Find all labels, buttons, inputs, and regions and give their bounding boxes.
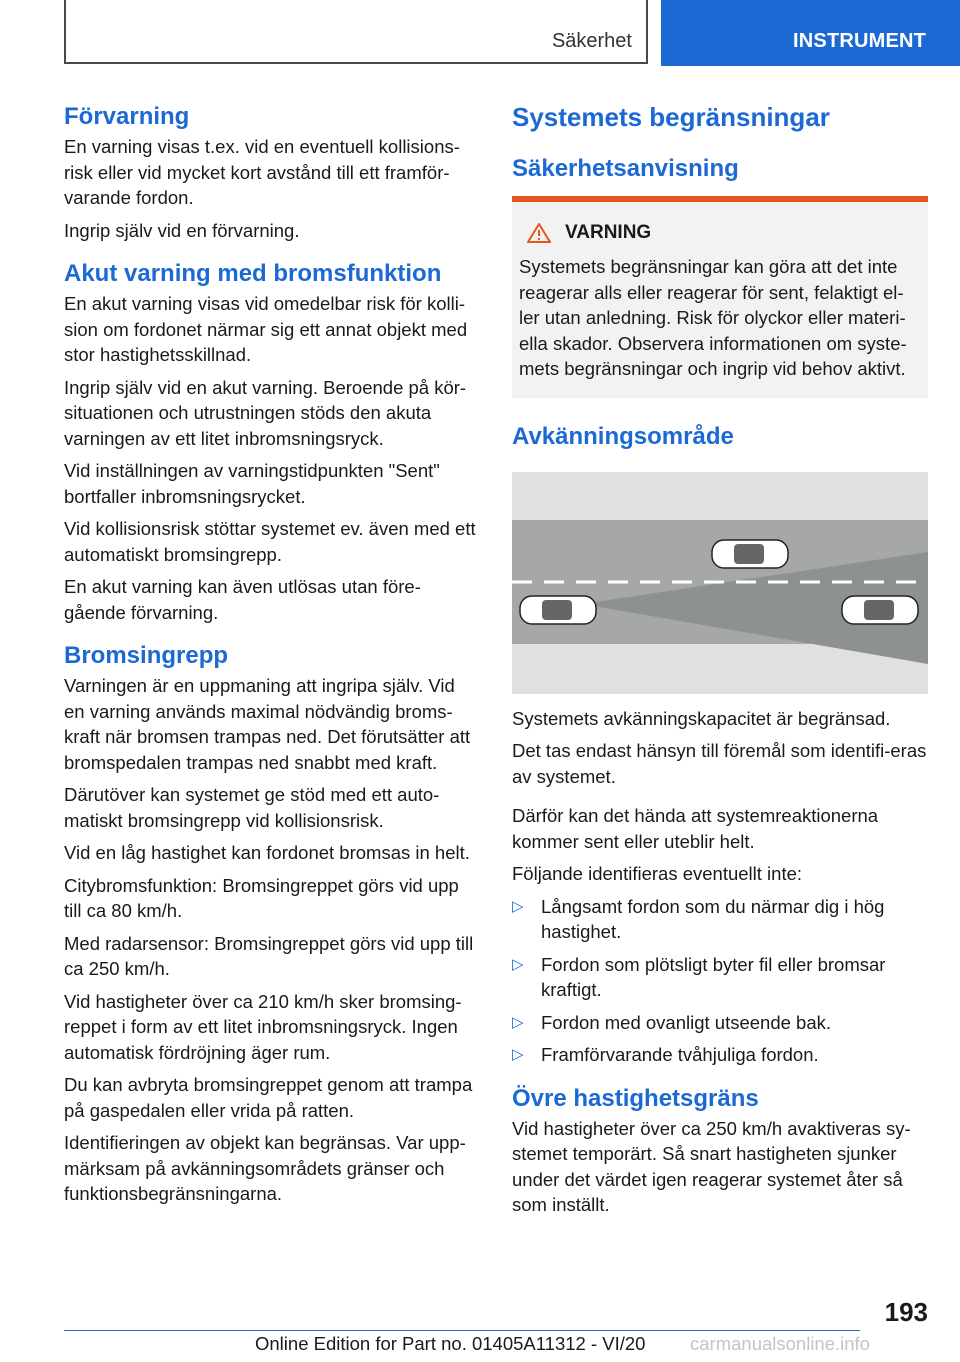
paragraph: Vid hastigheter över ca 210 km/h sker bromsing-reppet i form av ett litet inbromsningsryck. Ingen automatisk fördröjning äger rum. — [64, 990, 462, 1063]
triangle-bullet-icon: ▷ — [512, 1046, 524, 1063]
warning-header — [527, 222, 920, 244]
chapter-tab[interactable]: INSTRUMENT — [661, 0, 960, 66]
car-icon — [520, 596, 596, 624]
left-column — [64, 100, 476, 1214]
paragraph: Vid inställningen av varningstidpunkten "Sent" bortfaller inbromsningsrycket. — [64, 460, 440, 507]
section-title: Säkerhet — [551, 30, 632, 52]
paragraph: Identifieringen av objekt kan begränsas. Var upp-märksam på avkänningsområdets gränser och funktionsbegränsningarna. — [64, 1132, 466, 1204]
car-icon — [712, 540, 788, 568]
heading-systemets-begransningar: Systemets begränsningar — [512, 102, 830, 132]
paragraph: Vid kollisionsrisk stöttar systemet ev. även med ett automatiskt bromsingrepp. — [64, 518, 476, 565]
page-number: 193 — [884, 1297, 928, 1327]
warning-triangle-icon — [527, 223, 551, 243]
warning-title: VARNING — [565, 222, 652, 243]
header-frame — [64, 0, 648, 64]
detection-area-illustration — [512, 472, 928, 694]
paragraph: En akut varning visas vid omedelbar risk för kolli-sion om fordonet närmar sig ett annat objekt med stor hastighetsskillnad. — [64, 293, 468, 365]
list-item: ▷ Fordon som plötsligt byter fil eller bromsar kraftigt. — [512, 953, 886, 1000]
list-item: ▷ Fordon med ovanligt utseende bak. — [512, 1010, 928, 1036]
warning-text: Systemets begränsningar kan göra att det inte reagerar alls eller reagerar för sent, felaktigt el-ler utan anledning. Risk för olyckor eller materi-ella skador. Observera informationen om syste-mets begränsningar och ingrip vid behov aktivt. — [519, 256, 907, 379]
heading-ovre-hastighetsgrans: Övre hastighetsgräns — [512, 1084, 759, 1112]
paragraph: Du kan avbryta bromsingreppet genom att trampa på gaspedalen eller vrida på ratten. — [64, 1074, 473, 1121]
paragraph: Följande identifieras eventuellt inte: — [512, 863, 803, 884]
right-column — [512, 100, 928, 1225]
paragraph: Vid hastigheter över ca 250 km/h avaktiveras sy-stemet temporärt. Så snart hastigheten sjunker under det värdet igen reagerar systemet åter så som inställt. — [512, 1117, 911, 1215]
list-item: ▷ Framförvarande tvåhjuliga fordon. — [512, 1042, 928, 1068]
footer-divider — [64, 1330, 860, 1331]
paragraph: Citybromsfunktion: Bromsingreppet görs vid upp till ca 80 km/h. — [64, 874, 459, 921]
list-item: ▷ Långsamt fordon som du närmar dig i hög hastighet. — [512, 895, 885, 942]
watermark: carmanualsonline.info — [690, 1333, 870, 1354]
paragraph: Därutöver kan systemet ge stöd med ett auto-matiskt bromsingrepp vid kollisionsrisk. — [64, 784, 440, 831]
paragraph: En varning visas t.ex. vid en eventuell kollisions-risk eller vid mycket kort avstånd till ett framför-varande fordon. — [64, 136, 460, 208]
paragraph: Ingrip själv vid en akut varning. Beroende på kör-situationen och utrustningen stöds den akuta varningen av ett litet inbromsningsryck. — [64, 376, 467, 449]
paragraph: Vid en låg hastighet kan fordonet bromsas in helt. — [64, 842, 470, 863]
paragraph: En akut varning kan även utlösas utan före-gående förvarning. — [64, 576, 421, 623]
triangle-bullet-icon: ▷ — [512, 897, 524, 915]
edition-text: Online Edition for Part no. 01405A11312 - VI/20 — [255, 1333, 646, 1354]
heading-forvarning: Förvarning — [64, 103, 190, 130]
paragraph: Det tas endast hänsyn till föremål som identifi-eras av systemet. — [512, 740, 927, 787]
heading-bromsingrepp: Bromsingrepp — [64, 642, 229, 669]
warning-box — [512, 196, 928, 398]
paragraph: Ingrip själv vid en förvarning. — [64, 219, 300, 241]
paragraph: Systemets avkänningskapacitet är begränsad. — [512, 707, 891, 729]
paragraph: Med radarsensor: Bromsingreppet görs vid upp till ca 250 km/h. — [64, 932, 474, 979]
bullet-list — [512, 894, 928, 1068]
triangle-bullet-icon: ▷ — [512, 1013, 524, 1031]
car-icon — [842, 596, 918, 624]
heading-sakerhetsanvisning: Säkerhetsanvisning — [512, 155, 739, 182]
heading-avkanningsomrade: Avkänningsområde — [512, 422, 734, 450]
paragraph: Varningen är en uppmaning att ingripa själv. Vid en varning används maximal nödvändig broms-kraft när bromsen trampas ned. Det förutsätter att bromspedalen trampas ned snabbt med kraft. — [64, 675, 471, 773]
triangle-bullet-icon: ▷ — [512, 955, 524, 973]
heading-akut-varning: Akut varning med bromsfunktion — [64, 260, 442, 287]
paragraph: Därför kan det hända att systemreaktionerna kommer sent eller uteblir helt. — [512, 805, 879, 852]
